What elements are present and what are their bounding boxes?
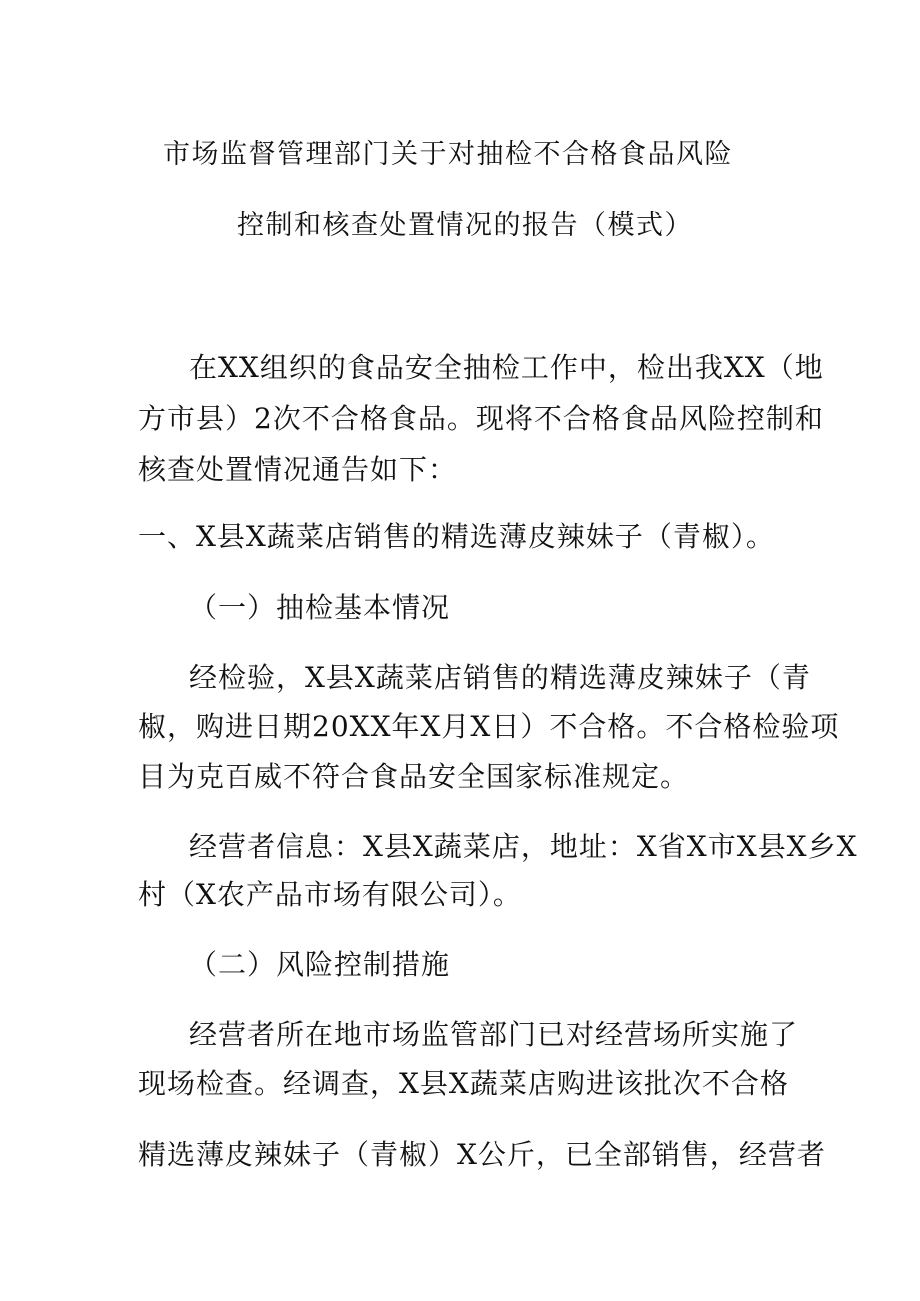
- document-title-line-2: 控制和核查处置情况的报告（模式）: [237, 210, 693, 241]
- paragraph-inspection-line-1: 经检验，X县X蔬菜店销售的精选薄皮辣妹子（青: [189, 661, 811, 694]
- paragraph-operator-line-1: 经营者信息：X县X蔬菜店，地址：X省X市X县X乡X: [189, 830, 858, 863]
- section-heading-1: 一、X县X蔬菜店销售的精选薄皮辣妹子（青椒）。: [138, 520, 775, 553]
- paragraph-inspection-line-2: 椒，购进日期20XX年X月X日）不合格。不合格检验项: [138, 710, 840, 743]
- paragraph-risk-control-line-2: 现场检查。经调查，X县X蔬菜店购进该批次不合格: [138, 1067, 789, 1100]
- paragraph-risk-control-line-3: 精选薄皮辣妹子（青椒）X公斤，已全部销售，经营者: [138, 1138, 826, 1171]
- paragraph-inspection-line-3: 目为克百威不符合食品安全国家标准规定。: [138, 760, 690, 793]
- subsection-heading-1: （一）抽检基本情况: [189, 591, 451, 624]
- paragraph-intro-line-1: 在XX组织的食品安全抽检工作中，检出我XX（地: [189, 351, 824, 384]
- paragraph-intro-line-3: 核查处置情况通告如下：: [138, 453, 458, 486]
- paragraph-risk-control-line-1: 经营者所在地市场监管部门已对经营场所实施了: [189, 1018, 799, 1051]
- subsection-heading-2: （二）风险控制措施: [189, 948, 451, 981]
- paragraph-intro-line-2: 方市县）2次不合格食品。现将不合格食品风险控制和: [138, 402, 824, 435]
- paragraph-operator-line-2: 村（X农产品市场有限公司）。: [138, 878, 522, 911]
- document-title-line-1: 市场监督管理部门关于对抽检不合格食品风险: [163, 139, 733, 170]
